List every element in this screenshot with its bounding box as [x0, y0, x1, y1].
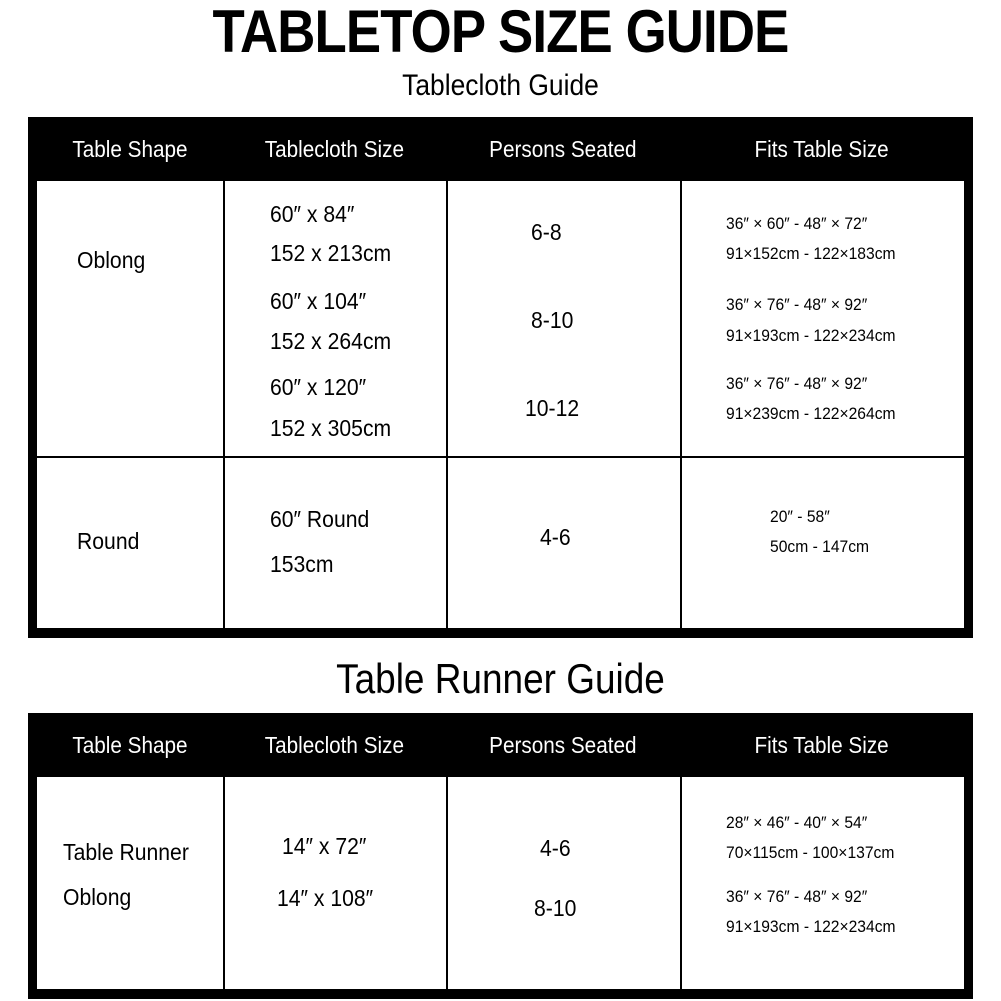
page-title: TABLETOP SIZE GUIDE [212, 0, 789, 65]
fits-size-inch: 28″ × 46″ - 40″ × 54″ [726, 813, 868, 832]
fits-size-inch: 36″ × 76″ - 48″ × 92″ [726, 374, 868, 393]
tablecloth-guide-table [28, 117, 973, 638]
shape-oblong: Oblong [77, 247, 146, 273]
tablecloth-size-inch: 14″ x 108″ [277, 885, 374, 911]
table-header [37, 117, 964, 181]
header-persons-seated: Persons Seated [489, 135, 637, 162]
fits-size-inch: 20″ - 58″ [770, 507, 830, 526]
tablecloth-size-inch: 60″ x 104″ [270, 288, 367, 314]
column-divider [680, 181, 682, 628]
tablecloth-guide-title: Tablecloth Guide [402, 69, 599, 102]
persons-seated: 4-6 [540, 835, 571, 861]
header-tablecloth-size: Tablecloth Size [264, 135, 405, 162]
tablecloth-size-inch: 60″ Round [270, 506, 370, 532]
persons-seated: 6-8 [531, 219, 562, 245]
tablecloth-size-inch: 60″ x 84″ [270, 201, 355, 227]
column-divider [680, 777, 682, 989]
fits-size-cm: 91×152cm - 122×183cm [726, 244, 896, 263]
header-persons-seated: Persons Seated [489, 731, 637, 758]
column-divider [446, 181, 448, 628]
persons-seated: 10-12 [525, 395, 580, 421]
header-tablecloth-size: Tablecloth Size [264, 731, 405, 758]
shape-oblong: Oblong [63, 884, 132, 910]
fits-size-inch: 36″ × 76″ - 48″ × 92″ [726, 295, 868, 314]
row-divider [37, 456, 964, 458]
header-table-shape: Table Shape [72, 731, 188, 758]
persons-seated: 4-6 [540, 524, 571, 550]
column-divider [446, 777, 448, 989]
persons-seated: 8-10 [531, 307, 574, 333]
fits-size-cm: 91×193cm - 122×234cm [726, 326, 896, 345]
column-divider [223, 181, 225, 628]
fits-size-cm: 70×115cm - 100×137cm [726, 843, 895, 862]
tablecloth-size-inch: 60″ x 120″ [270, 374, 367, 400]
fits-size-cm: 50cm - 147cm [770, 537, 870, 556]
tablecloth-size-inch: 14″ x 72″ [282, 833, 367, 859]
shape-table-runner: Table Runner [63, 839, 189, 865]
fits-size-inch: 36″ × 76″ - 48″ × 92″ [726, 887, 868, 906]
tablecloth-size-cm: 152 x 213cm [270, 240, 392, 266]
table-runner-guide-table [28, 713, 973, 999]
header-fits-table-size: Fits Table Size [754, 135, 890, 162]
tablecloth-size-cm: 153cm [270, 551, 334, 577]
tablecloth-size-cm: 152 x 264cm [270, 328, 392, 354]
table-runner-guide-title: Table Runner Guide [336, 655, 665, 702]
tablecloth-size-cm: 152 x 305cm [270, 415, 392, 441]
header-fits-table-size: Fits Table Size [754, 731, 890, 758]
table-body [37, 181, 964, 628]
fits-size-cm: 91×193cm - 122×234cm [726, 917, 896, 936]
table-header [37, 713, 964, 777]
table-body [37, 777, 964, 989]
header-table-shape: Table Shape [72, 135, 188, 162]
shape-round: Round [77, 528, 140, 554]
fits-size-cm: 91×239cm - 122×264cm [726, 404, 896, 423]
fits-size-inch: 36″ × 60″ - 48″ × 72″ [726, 214, 868, 233]
persons-seated: 8-10 [534, 895, 577, 921]
column-divider [223, 777, 225, 989]
